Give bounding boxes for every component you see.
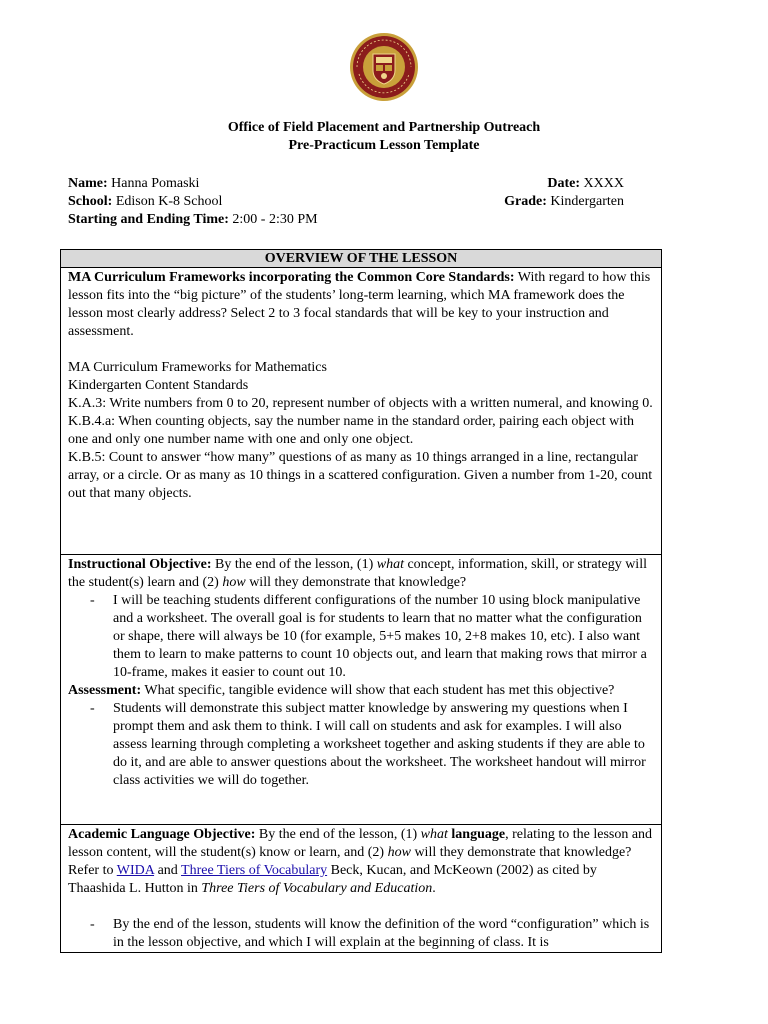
academic-prompt-part: By the end of the lesson, (1): [258, 827, 418, 842]
grade-label: Grade:: [504, 194, 547, 209]
how-emphasis: how: [222, 575, 246, 590]
what-emphasis: what: [420, 827, 448, 842]
name-label: Name:: [68, 176, 108, 191]
lesson-date: XXXX: [583, 176, 624, 191]
date-label: Date:: [547, 176, 581, 191]
teacher-name: Hanna Pomaski: [111, 176, 200, 191]
framework-subject: MA Curriculum Frameworks for Mathematics: [68, 360, 327, 375]
wida-link[interactable]: WIDA: [116, 863, 155, 878]
overview-heading: OVERVIEW OF THE LESSON: [61, 250, 661, 268]
assessment-prompt: What specific, tangible evidence will show that each student has met this objective?: [144, 683, 615, 698]
university-seal-logo: [349, 32, 419, 102]
frameworks-cell: [61, 268, 661, 555]
how-emphasis: how: [387, 845, 411, 860]
academic-prompt-part: will they demonstrate that knowledge? Refer to: [68, 845, 632, 878]
academic-label: Academic Language Objective:: [68, 827, 256, 842]
objective-cell: [61, 555, 661, 825]
instructional-prompt-part: will they demonstrate that knowledge?: [249, 575, 467, 590]
academic-language-cell: [61, 825, 661, 952]
academic-prompt-part: .: [432, 881, 436, 896]
standard-k-b-5: K.B.5: Count to answer “how many” questions of as many as 10 things arranged in a line, rectangular array, or a circle. Or as many as 10 things in a scattered configuration. Given a number from 1-20, count out that many objects.: [68, 450, 653, 501]
office-title: Office of Field Placement and Partnership Outreach: [227, 120, 541, 135]
school-name: Edison K-8 School: [115, 194, 223, 209]
academic-bullet: [68, 916, 655, 952]
school-label: School:: [68, 194, 113, 209]
frameworks-label: MA Curriculum Frameworks incorporating the Common Core Standards:: [68, 270, 515, 285]
academic-bullet-text: By the end of the lesson, students will know the definition of the word “configuration” which is in the lesson objective, and which I will explain at the beginning of class. It is: [113, 917, 650, 950]
lesson-overview-table: [60, 249, 662, 953]
academic-prompt-part: and: [157, 863, 178, 878]
lesson-info: [68, 175, 624, 229]
instructional-bullet-text: I will be teaching students different configurations of the number 10 using block manipulative and a worksheet. The overall goal is for students to learn that no matter what the configuration or shape, there will always be 10 (for example, 5+5 makes 10, 2+8 makes 10, etc). I also want them to learn to make patterns to count 10 objects out, and learn that making rows that mirror a 10-frame, makes it easier to count out 10.: [113, 593, 647, 680]
time-label: Starting and Ending Time:: [68, 212, 229, 227]
time-value: 2:00 - 2:30 PM: [232, 212, 318, 227]
bullet-dash: -: [90, 701, 95, 716]
academic-prompt-part: Beck, Kucan, and McKeown (2002) as cited by Thaashida L. Hutton in: [68, 863, 597, 896]
framework-grade: Kindergarten Content Standards: [68, 378, 249, 393]
assessment-label: Assessment:: [68, 683, 142, 698]
language-emphasis: language: [451, 827, 506, 842]
instructional-label: Instructional Objective:: [68, 557, 212, 572]
frameworks-prompt: With regard to how this lesson fits into the “big picture” of the students’ long-term learning, which MA framework does the lesson most clearly address? Select 2 to 3 focal standards that will be key to your instruction and assessment.: [68, 270, 651, 339]
bullet-dash: -: [90, 917, 95, 932]
instructional-prompt-part: concept, information, skill, or strategy will the student(s) learn and (2): [68, 557, 647, 590]
assessment-bullet: [68, 700, 655, 790]
standard-k-b-4-a: K.B.4.a: When counting objects, say the number name in the standard order, pairing each object with one and only one number name with one and only one object.: [68, 414, 635, 447]
standard-k-a-3: K.A.3: Write numbers from 0 to 20, represent number of objects with a written numeral, and knowing 0.: [68, 396, 653, 411]
assessment-bullet-text: Students will demonstrate this subject matter knowledge by answering my questions when I prompt them and ask them to think. I will call on students and ask for examples. I will also assess learning through completing a worksheet together and asking students if they are able to do it, and are able to answer questions about the worksheet. The worksheet handout will mirror class activities we will do together.: [113, 701, 646, 788]
academic-prompt-part: , relating to the lesson and lesson content, will the student(s) know or learn, and (2): [68, 827, 653, 860]
bullet-dash: -: [90, 593, 95, 608]
instructional-prompt-part: By the end of the lesson, (1): [214, 557, 374, 572]
book-title: Three Tiers of Vocabulary and Education: [201, 881, 433, 896]
what-emphasis: what: [376, 557, 404, 572]
three-tiers-link[interactable]: Three Tiers of Vocabulary: [181, 863, 328, 878]
template-title: Pre-Practicum Lesson Template: [288, 138, 480, 153]
instructional-bullet: [68, 592, 655, 682]
grade-value: Kindergarten: [550, 194, 624, 209]
